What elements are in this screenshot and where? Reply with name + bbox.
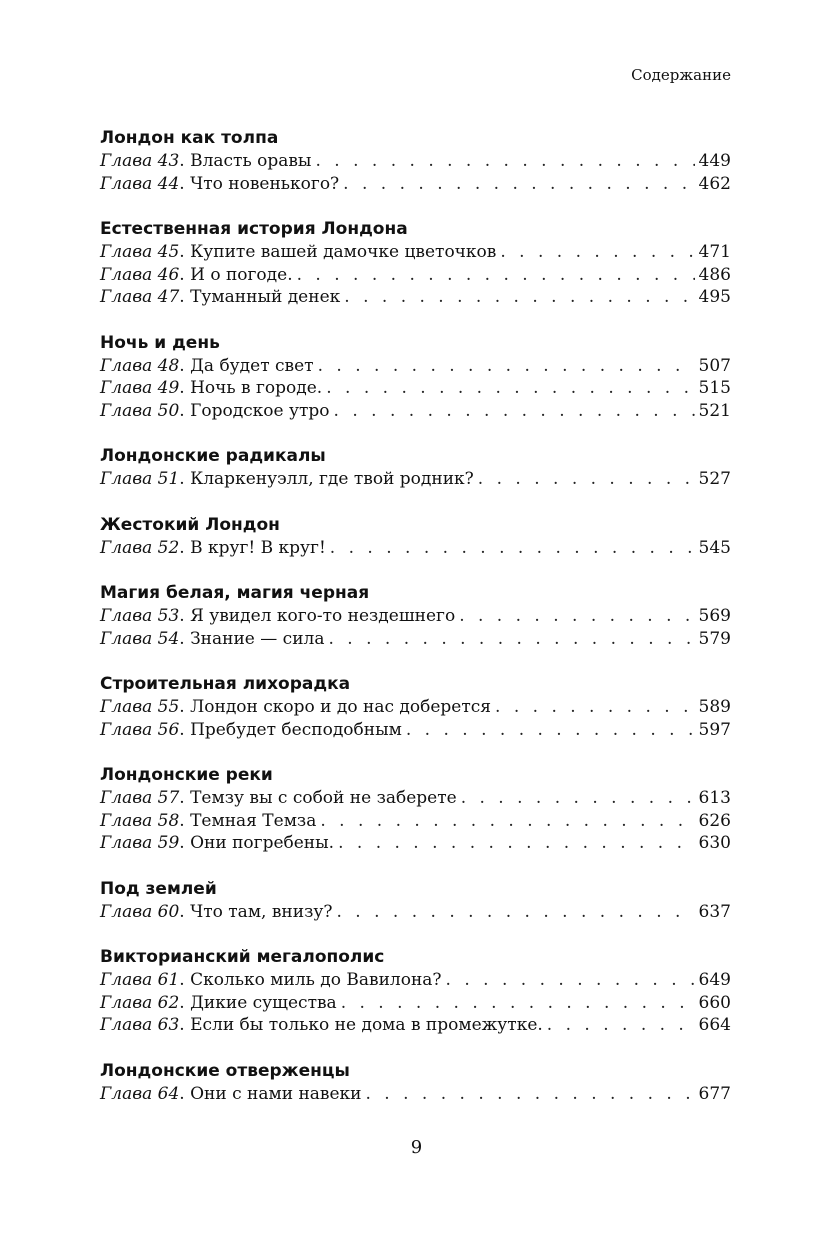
chapter-number: Глава 57 bbox=[100, 788, 180, 808]
chapter-title: . Сколько миль до Вавилона? bbox=[179, 970, 442, 990]
toc-entry bbox=[100, 377, 731, 400]
page-number: 613 bbox=[698, 788, 731, 808]
toc-entry bbox=[100, 264, 731, 287]
dot-leader bbox=[315, 150, 694, 173]
toc-entry bbox=[100, 605, 731, 628]
toc-entry bbox=[100, 241, 731, 264]
chapter-title: . Пребудет бесподобным bbox=[179, 719, 402, 740]
dot-leader bbox=[461, 787, 695, 810]
chapter-title: . В круг! В круг! bbox=[179, 537, 326, 558]
chapter-title: . Знание — сила bbox=[179, 628, 325, 649]
dot-leader bbox=[336, 901, 694, 924]
toc-section bbox=[100, 946, 731, 1037]
page-number: 521 bbox=[698, 400, 731, 421]
chapter-number: Глава 47 bbox=[100, 287, 180, 307]
page-number: 527 bbox=[698, 469, 731, 489]
page-folio: 9 bbox=[410, 1137, 423, 1158]
page-number: 589 bbox=[698, 697, 731, 717]
toc-section bbox=[100, 1060, 731, 1106]
page-number: 637 bbox=[698, 901, 731, 922]
chapter-title: . Я увидел кого-то нездешнего bbox=[179, 606, 456, 626]
chapter-title: . Купите вашей дамочке цветочков bbox=[179, 242, 497, 262]
page-number: 664 bbox=[698, 1015, 731, 1035]
page-number: 626 bbox=[698, 810, 731, 831]
chapter-number: Глава 55 bbox=[100, 697, 180, 717]
toc-section bbox=[100, 445, 731, 491]
toc-entry bbox=[100, 468, 731, 491]
toc-entry bbox=[100, 810, 731, 833]
dot-leader bbox=[500, 241, 694, 264]
chapter-title: . Да будет свет bbox=[179, 355, 314, 376]
dot-leader bbox=[446, 969, 695, 992]
dot-leader bbox=[344, 286, 694, 309]
chapter-number: Глава 45 bbox=[100, 242, 180, 262]
chapter-title: . Дикие существа bbox=[179, 992, 337, 1013]
chapter-number: Глава 51 bbox=[100, 469, 180, 489]
section-title: Магия белая, магия черная bbox=[100, 583, 370, 603]
chapter-title: . Темная Темза bbox=[179, 810, 317, 831]
section-title: Лондонские отверженцы bbox=[100, 1060, 350, 1081]
toc-section bbox=[100, 332, 731, 423]
page-number: 630 bbox=[698, 833, 731, 853]
chapter-title: . Лондон скоро и до нас доберется bbox=[179, 697, 492, 717]
toc-section bbox=[100, 127, 731, 195]
toc-entry bbox=[100, 787, 731, 810]
section-title: Лондонские реки bbox=[100, 765, 273, 785]
page-number: 579 bbox=[698, 628, 731, 649]
page-number: 515 bbox=[698, 378, 731, 398]
toc-entry bbox=[100, 628, 731, 651]
toc-entry bbox=[100, 150, 731, 173]
page-number: 649 bbox=[698, 970, 731, 990]
table-of-contents bbox=[100, 127, 731, 1128]
chapter-number: Глава 44 bbox=[100, 173, 180, 194]
toc-entry bbox=[100, 832, 731, 855]
dot-leader bbox=[334, 400, 695, 423]
chapter-number: Глава 61 bbox=[100, 970, 180, 990]
chapter-number: Глава 49 bbox=[100, 378, 180, 398]
chapter-number: Глава 63 bbox=[100, 1015, 180, 1035]
chapter-title: . Если бы только не дома в промежутке. bbox=[179, 1015, 543, 1035]
dot-leader bbox=[343, 173, 694, 196]
running-head: Содержание bbox=[631, 66, 731, 84]
toc-entry bbox=[100, 400, 731, 423]
chapter-number: Глава 50 bbox=[100, 400, 180, 421]
toc-section bbox=[100, 673, 731, 741]
dot-leader bbox=[459, 605, 694, 628]
toc-entry bbox=[100, 1083, 731, 1106]
toc-entry bbox=[100, 1014, 731, 1037]
dot-leader bbox=[495, 696, 695, 719]
page-number: 660 bbox=[698, 992, 731, 1013]
chapter-title: . Они с нами навеки bbox=[179, 1083, 362, 1104]
chapter-title: . Они погребены. bbox=[179, 833, 335, 853]
chapter-number: Глава 54 bbox=[100, 628, 180, 649]
section-title: Естественная история Лондона bbox=[100, 219, 408, 239]
toc-section bbox=[100, 582, 731, 650]
toc-entry bbox=[100, 173, 731, 196]
dot-leader bbox=[338, 832, 694, 855]
chapter-number: Глава 48 bbox=[100, 355, 180, 376]
page-number: 545 bbox=[698, 537, 731, 558]
page-number: 507 bbox=[698, 355, 731, 376]
toc-entry bbox=[100, 286, 731, 309]
dot-leader bbox=[328, 628, 694, 651]
chapter-number: Глава 52 bbox=[100, 537, 180, 558]
toc-section bbox=[100, 764, 731, 855]
page-number: 471 bbox=[698, 242, 731, 262]
chapter-title: . Ночь в городе. bbox=[179, 378, 323, 398]
section-title: Викторианский мегалополис bbox=[100, 947, 385, 967]
chapter-number: Глава 43 bbox=[100, 151, 180, 171]
toc-section bbox=[100, 218, 731, 309]
dot-leader bbox=[318, 355, 695, 378]
toc-section bbox=[100, 878, 731, 924]
section-title: Ночь и день bbox=[100, 332, 220, 353]
dot-leader bbox=[366, 1083, 695, 1106]
section-title: Строительная лихорадка bbox=[100, 674, 351, 694]
toc-section bbox=[100, 514, 731, 560]
chapter-number: Глава 56 bbox=[100, 719, 180, 740]
dot-leader bbox=[326, 377, 694, 400]
page-number: 486 bbox=[698, 264, 731, 285]
toc-entry bbox=[100, 719, 731, 742]
chapter-number: Глава 62 bbox=[100, 992, 180, 1013]
dot-leader bbox=[547, 1014, 695, 1037]
chapter-title: . Власть оравы bbox=[179, 151, 312, 171]
dot-leader bbox=[406, 719, 695, 742]
page-number: 677 bbox=[698, 1083, 731, 1104]
dot-leader bbox=[320, 810, 694, 833]
dot-leader bbox=[297, 264, 695, 287]
chapter-title: . Темзу вы с собой не заберете bbox=[179, 788, 457, 808]
chapter-number: Глава 64 bbox=[100, 1083, 180, 1104]
chapter-number: Глава 58 bbox=[100, 810, 180, 831]
page-number: 569 bbox=[698, 606, 731, 626]
dot-leader bbox=[478, 468, 695, 491]
chapter-number: Глава 53 bbox=[100, 606, 180, 626]
section-title: Жестокий Лондон bbox=[100, 514, 280, 535]
chapter-title: . И о погоде. bbox=[179, 264, 293, 285]
dot-leader bbox=[341, 992, 695, 1015]
chapter-number: Глава 46 bbox=[100, 264, 180, 285]
page-number: 449 bbox=[698, 151, 731, 171]
page-number: 597 bbox=[698, 719, 731, 740]
page-number: 462 bbox=[698, 173, 731, 194]
toc-entry bbox=[100, 901, 731, 924]
chapter-title: . Что там, внизу? bbox=[179, 901, 333, 922]
chapter-number: Глава 60 bbox=[100, 901, 180, 922]
toc-entry bbox=[100, 537, 731, 560]
toc-entry bbox=[100, 696, 731, 719]
section-title: Лондонские радикалы bbox=[100, 446, 326, 466]
section-title: Лондон как толпа bbox=[100, 128, 279, 148]
page-number: 495 bbox=[698, 287, 731, 307]
section-title: Под землей bbox=[100, 878, 217, 899]
chapter-title: . Городское утро bbox=[179, 400, 330, 421]
chapter-number: Глава 59 bbox=[100, 833, 180, 853]
toc-entry bbox=[100, 355, 731, 378]
chapter-title: . Что новенького? bbox=[179, 173, 340, 194]
chapter-title: . Кларкенуэлл, где твой родник? bbox=[179, 469, 474, 489]
toc-entry bbox=[100, 992, 731, 1015]
chapter-title: . Туманный денек bbox=[179, 287, 341, 307]
dot-leader bbox=[330, 537, 695, 560]
toc-entry bbox=[100, 969, 731, 992]
